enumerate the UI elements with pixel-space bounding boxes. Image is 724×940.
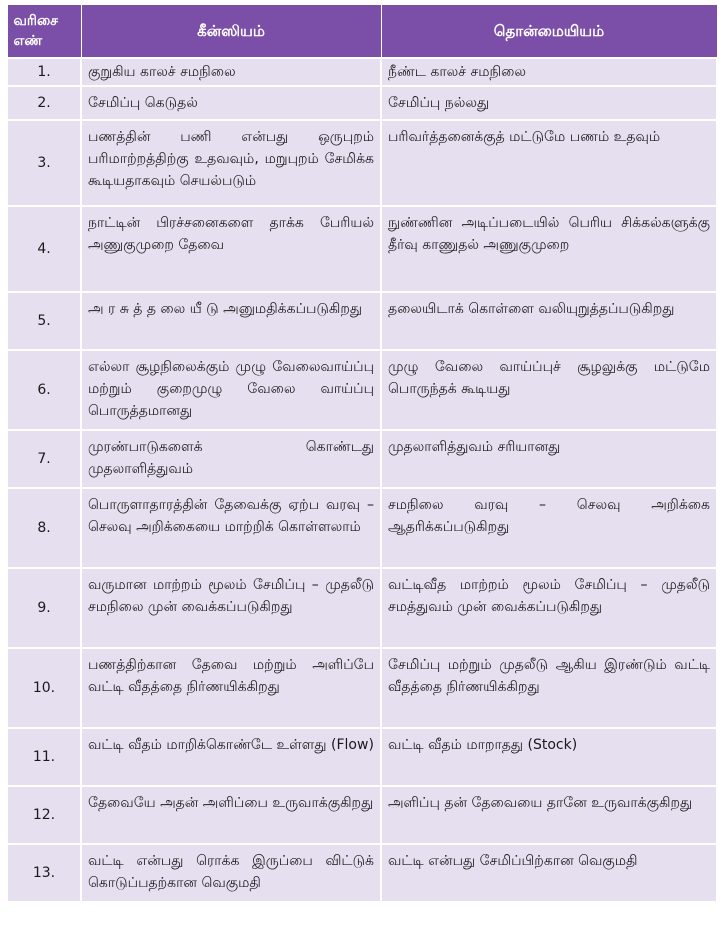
- row-number: 13.: [7, 844, 81, 902]
- keynesian-vs-classical-table: [6, 4, 718, 903]
- row-number: 8.: [7, 488, 81, 568]
- row-number: 1.: [7, 58, 81, 86]
- keynesian-cell: நாட்டின் பிரச்சனைகளை தாக்க பேரியல் அணுகுமுறை தேவை: [81, 206, 381, 292]
- row-number: 4.: [7, 206, 81, 292]
- keynesian-cell: சேமிப்பு கெடுதல்: [81, 86, 381, 120]
- table-row: [7, 728, 717, 786]
- classical-cell: நுண்ணின அடிப்படையில் பெரிய சிக்கல்களுக்கு தீர்வு காணுதல் அணுகுமுறை: [381, 206, 717, 292]
- table-row: [7, 120, 717, 206]
- row-number: 10.: [7, 648, 81, 728]
- keynesian-cell: எல்லா சூழநிலைக்கும் முழு வேலைவாய்ப்பு மற்றும் குறைமுழு வேலை வாய்ப்பு பொருத்தமானது: [81, 350, 381, 430]
- classical-cell: சேமிப்பு நல்லது: [381, 86, 717, 120]
- classical-cell: தலையிடாக் கொள்ளை வலியுறுத்தப்படுகிறது: [381, 292, 717, 350]
- table-row: [7, 430, 717, 488]
- classical-cell: பரிவர்த்தனைக்குத் மட்டுமே பணம் உதவும்: [381, 120, 717, 206]
- table-header-row: [7, 5, 717, 59]
- row-number: 12.: [7, 786, 81, 844]
- table-row: [7, 568, 717, 648]
- table-row: [7, 786, 717, 844]
- table-row: [7, 488, 717, 568]
- classical-header: தொன்மையியம்: [381, 5, 717, 59]
- row-number: 7.: [7, 430, 81, 488]
- classical-cell: முதலாளித்துவம் சரியானது: [381, 430, 717, 488]
- table-row: [7, 844, 717, 902]
- keynesian-cell: வட்டி என்பது ரொக்க இருப்பை விட்டுக் கொடுப்பதற்கான வெகுமதி: [81, 844, 381, 902]
- keynesian-cell: பணத்தின் பணி என்பது ஒருபுறம் பரிமாற்றத்திற்கு உதவவும், மறுபுறம் சேமிக்க கூடியதாகவும் செயல்படும்: [81, 120, 381, 206]
- classical-cell: சேமிப்பு மற்றும் முதலீடு ஆகிய இரண்டும் வட்டி வீதத்தை நிர்ணயிக்கிறது: [381, 648, 717, 728]
- comparison-table-container: [6, 4, 716, 903]
- classical-cell: நீண்ட காலச் சமநிலை: [381, 58, 717, 86]
- classical-cell: வட்டி வீதம் மாறாதது (Stock): [381, 728, 717, 786]
- keynesian-cell: பொருளாதாரத்தின் தேவைக்கு ஏற்ப வரவு – செலவு அறிக்கையை மாற்றிக் கொள்ளலாம்: [81, 488, 381, 568]
- table-row: [7, 292, 717, 350]
- classical-cell: வட்டி என்பது சேமிப்பிற்கான வெகுமதி: [381, 844, 717, 902]
- keynesian-header: கீன்ஸியம்: [81, 5, 381, 59]
- keynesian-cell: அ ர சு த் த லை யீ டு அனுமதிக்கப்படுகிறது: [81, 292, 381, 350]
- table-row: [7, 648, 717, 728]
- row-number: 2.: [7, 86, 81, 120]
- table-row: [7, 58, 717, 86]
- classical-cell: சமநிலை வரவு – செலவு அறிக்கை ஆதரிக்கப்படுகிறது: [381, 488, 717, 568]
- row-number: 9.: [7, 568, 81, 648]
- table-row: [7, 206, 717, 292]
- row-number: 11.: [7, 728, 81, 786]
- classical-cell: முழு வேலை வாய்ப்புச் சூழலுக்கு மட்டுமே பொருந்தக் கூடியது: [381, 350, 717, 430]
- classical-cell: அளிப்பு தன் தேவையை தானே உருவாக்குகிறது: [381, 786, 717, 844]
- table-row: [7, 86, 717, 120]
- row-number: 5.: [7, 292, 81, 350]
- keynesian-cell: வட்டி வீதம் மாறிக்கொண்டே உள்ளது (Flow): [81, 728, 381, 786]
- keynesian-cell: வருமான மாற்றம் மூலம் சேமிப்பு – முதலீடு சமநிலை முன் வைக்கப்படுகிறது: [81, 568, 381, 648]
- row-number: 3.: [7, 120, 81, 206]
- table-row: [7, 350, 717, 430]
- keynesian-cell: தேவையே அதன் அளிப்பை உருவாக்குகிறது: [81, 786, 381, 844]
- keynesian-cell: குறுகிய காலச் சமநிலை: [81, 58, 381, 86]
- row-number: 6.: [7, 350, 81, 430]
- keynesian-cell: முரண்பாடுகளைக் கொண்டது முதலாளித்துவம்: [81, 430, 381, 488]
- serial-number-header: வரிசை எண்: [7, 5, 81, 59]
- classical-cell: வட்டிவீத மாற்றம் மூலம் சேமிப்பு – முதலீடு சமத்துவம் முன் வைக்கப்படுகிறது: [381, 568, 717, 648]
- keynesian-cell: பணத்திற்கான தேவை மற்றும் அளிப்பே வட்டி வீதத்தை நிர்ணயிக்கிறது: [81, 648, 381, 728]
